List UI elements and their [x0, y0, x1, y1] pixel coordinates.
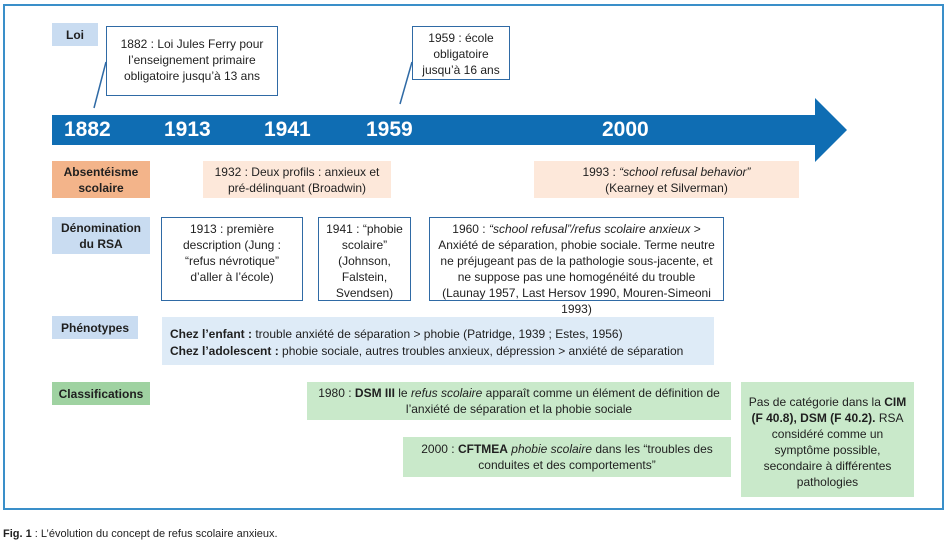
cim-c: RSA considéré comme un symptôme possible, secondaire à différentes pathologies: [763, 411, 904, 489]
row-label-denomination: Dénomination du RSA: [52, 217, 150, 254]
denomination-1941-box: 1941 : “phobie scolaire” (Johnson, Falstein, Svendsen): [318, 217, 411, 301]
ado-text: phobie sociale, autres troubles anxieux, dépression > anxiété de séparation: [282, 344, 684, 358]
dsm-mid: le: [394, 386, 411, 400]
caption-fig-label: Fig. 1: [3, 528, 32, 540]
row-label-phenotypes: Phénotypes: [52, 316, 138, 339]
d1960-year: 1960 :: [452, 222, 489, 236]
year-2000: 2000: [602, 118, 649, 141]
row-label-loi: Loi: [52, 23, 98, 46]
cft-term: phobie scolaire: [507, 442, 593, 456]
year-1913: 1913: [164, 118, 211, 141]
cim-a: Pas de catégorie dans la: [748, 395, 885, 409]
ado-label: Chez l’adolescent :: [170, 344, 283, 358]
dsm-rest: apparaît comme un élément de définition de l’anxiété de séparation et la phobie sociale: [405, 386, 720, 416]
year-1959: 1959: [366, 118, 413, 141]
loi-1959-box: 1959 : école obligatoire jusqu’à 16 ans: [412, 26, 510, 80]
row-label-absenteisme: Absentéisme scolaire: [52, 161, 150, 198]
denomination-1960-box: [429, 217, 724, 316]
enfant-text: trouble anxiété de séparation > phobie (Patridge, 1939 ; Estes, 1956): [255, 327, 623, 341]
denomination-1913-box: 1913 : première description (Jung : “refus névrotique” d’aller à l’école): [161, 217, 303, 301]
absenteisme-1993-box: [534, 161, 799, 198]
phenotype-adolescent: [170, 343, 706, 360]
classification-cim-box: [741, 382, 914, 497]
behavior-year: 1993 :: [582, 165, 620, 179]
caption-text: : L’évolution du concept de refus scolaire anxieux.: [31, 528, 278, 540]
phenotype-enfant: [170, 326, 706, 343]
enfant-label: Chez l’enfant :: [170, 327, 256, 341]
dsm-name: DSM III: [354, 386, 395, 400]
cim-b: CIM (F 40.8), DSM (F 40.2).: [751, 395, 907, 425]
absenteisme-1932-box: 1932 : Deux profils : anxieux et pré-délinquant (Broadwin): [203, 161, 391, 198]
behavior-term: “school refusal behavior”: [619, 165, 751, 179]
d1960-term: “school refusal”/refus scolaire anxieux: [488, 222, 691, 236]
classification-cftmea-box: [403, 437, 731, 477]
phenotypes-box: [162, 317, 714, 365]
dsm-year: 1980 :: [318, 386, 355, 400]
cft-name: CFTMEA: [457, 442, 508, 456]
connector-1959: [400, 62, 412, 104]
cft-rest: dans les “troubles des conduites et des comportements”: [478, 442, 713, 472]
cft-year: 2000 :: [421, 442, 458, 456]
behavior-authors: (Kearney et Silverman): [605, 181, 728, 195]
dsm-term: refus scolaire: [410, 386, 483, 400]
loi-1882-box: 1882 : Loi Jules Ferry pour l’enseignement primaire obligatoire jusqu’à 13 ans: [106, 26, 278, 96]
classification-dsm-box: [307, 382, 731, 420]
year-1941: 1941: [264, 118, 311, 141]
row-label-classifications: Classifications: [52, 382, 150, 405]
year-1882: 1882: [64, 118, 111, 141]
d1960-rest: > Anxiété de séparation, phobie sociale. Terme neutre ne préjugeant pas de la pathologie sous-jacente, et ne suppose pas une homogénéité du trouble (Launay 1957, Last Hersov 1990, Mouren-Simeoni 1993): [438, 222, 715, 316]
figure-caption: [3, 527, 278, 541]
connector-1882: [94, 62, 106, 108]
